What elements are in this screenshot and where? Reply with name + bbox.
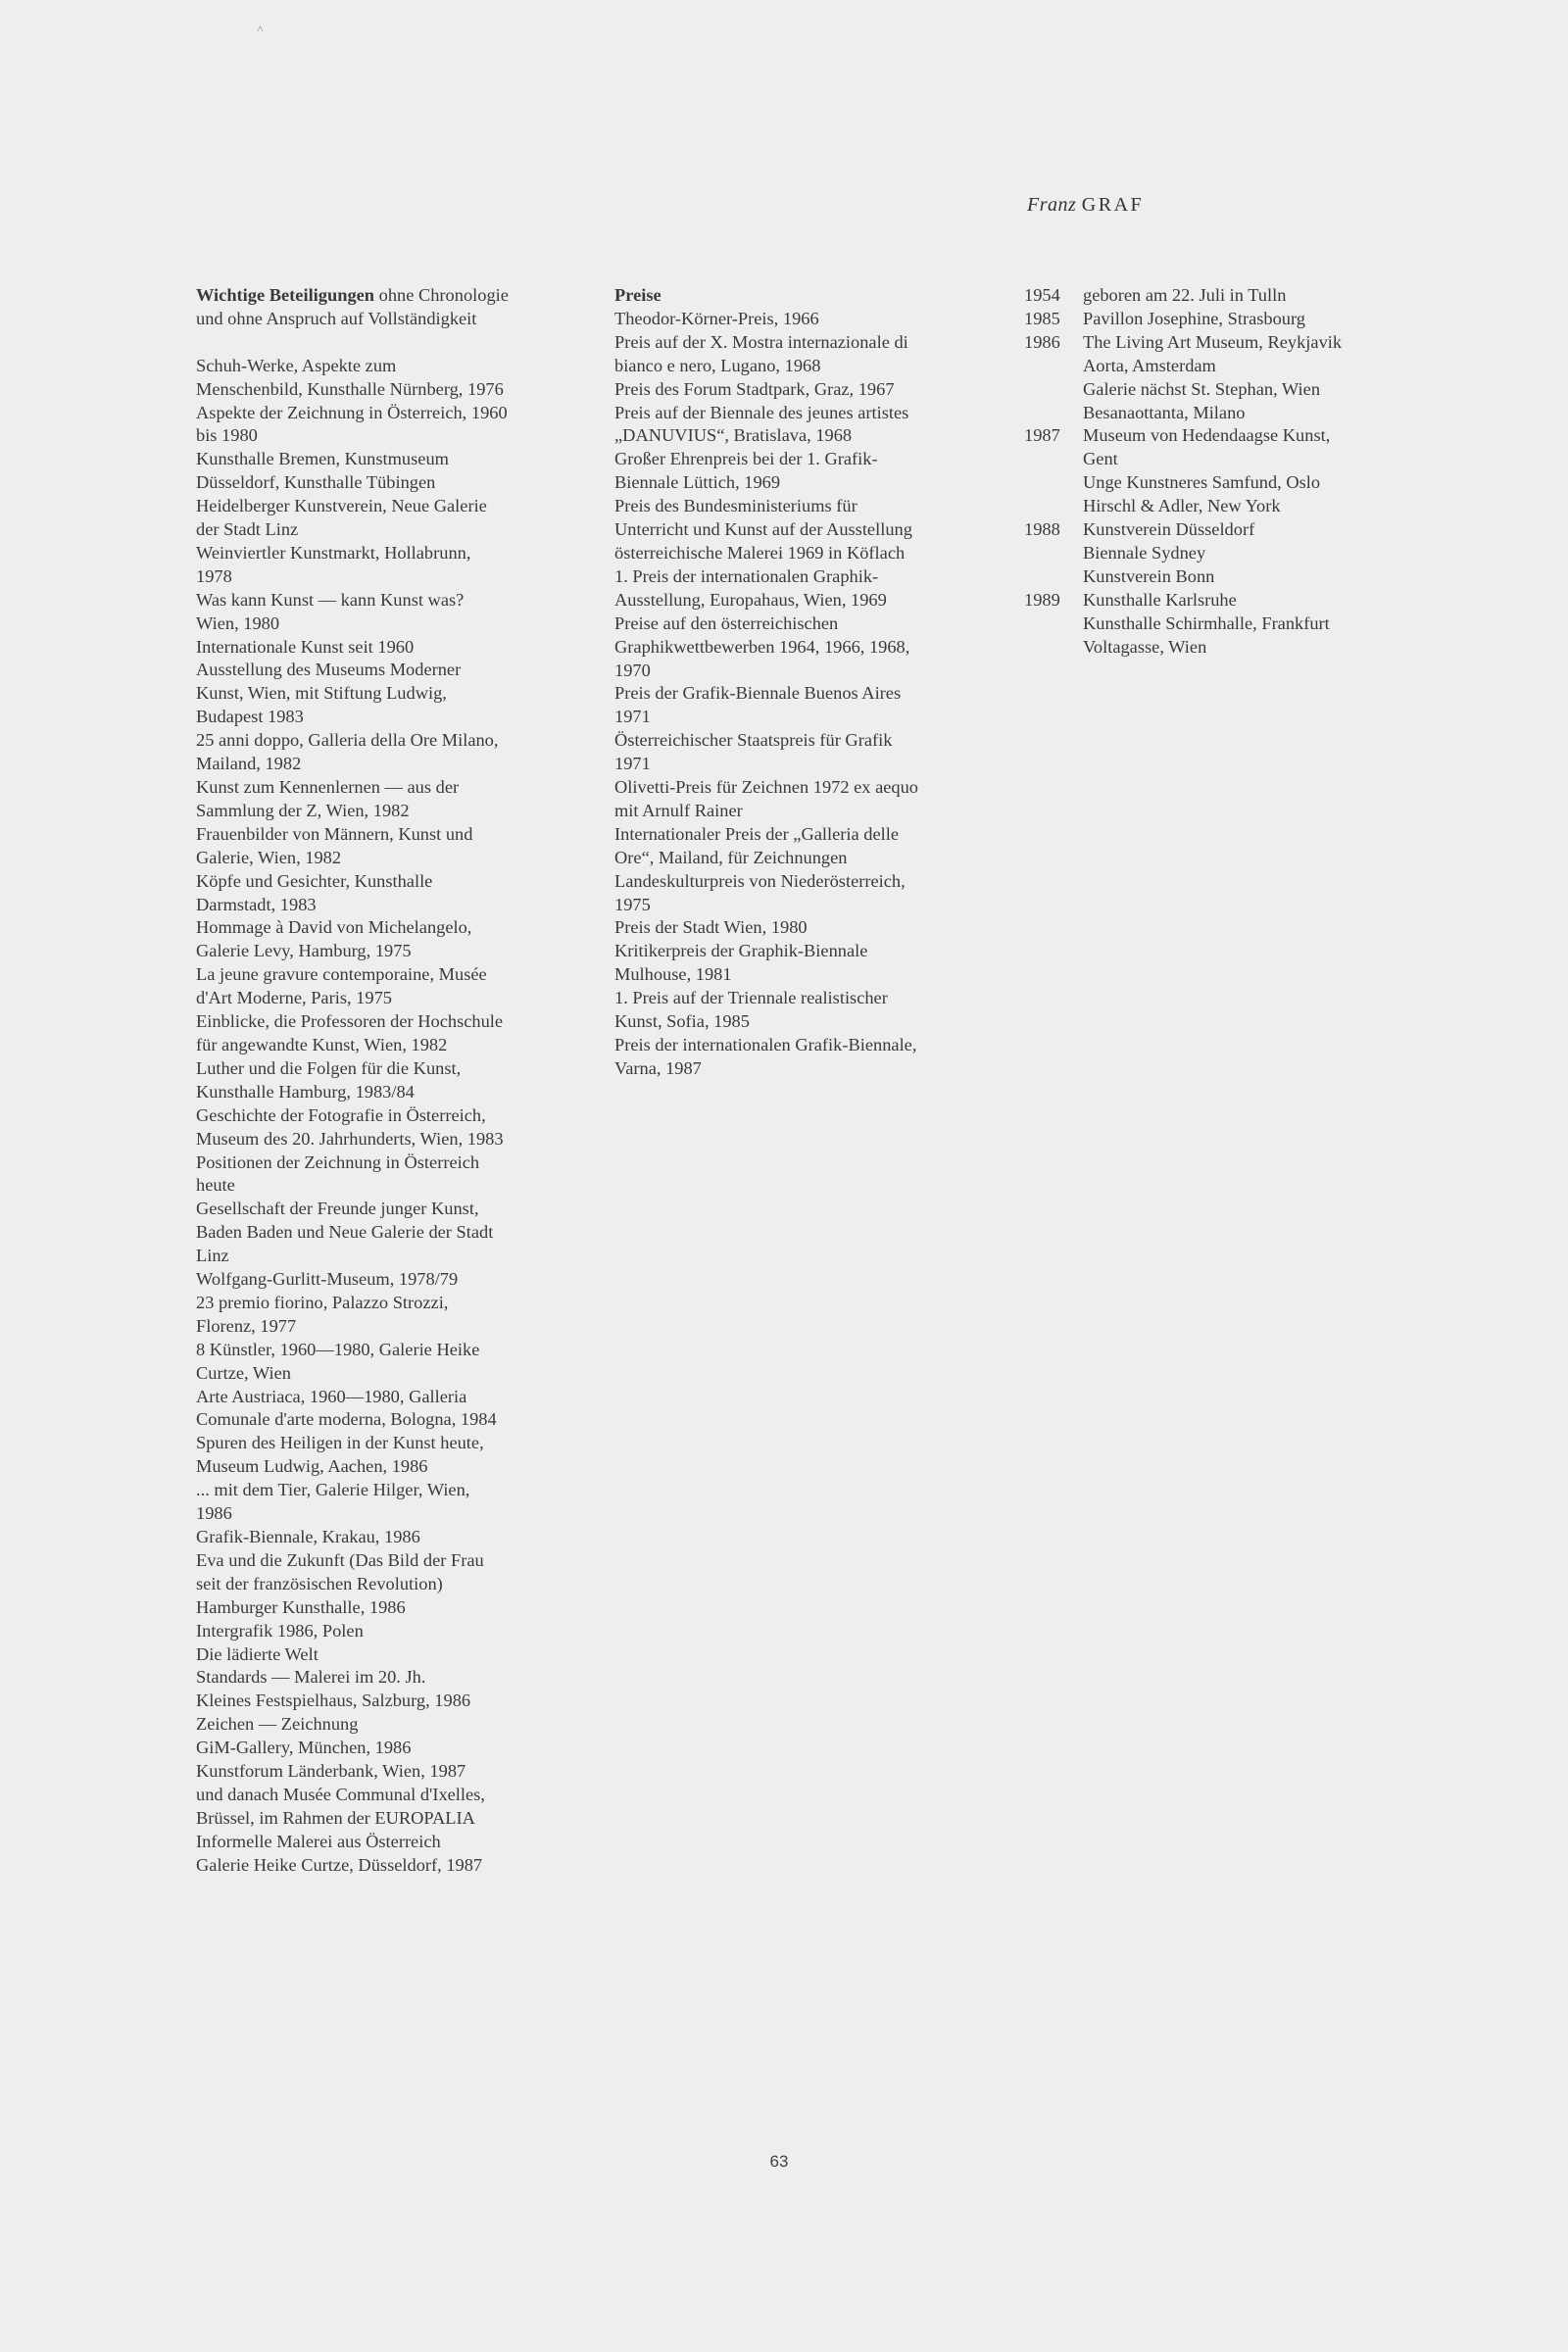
exhibition-line: Comunale d'arte moderna, Bologna, 1984 [196, 1409, 497, 1430]
biography-year [1024, 355, 1083, 378]
award-line: Preis der Stadt Wien, 1980 [614, 917, 808, 938]
exhibition-line: Galerie Levy, Hamburg, 1975 [196, 941, 412, 961]
award-line: Olivetti-Preis für Zeichnen 1972 ex aequo [614, 777, 918, 798]
exhibition-line: Menschenbild, Kunsthalle Nürnberg, 1976 [196, 378, 504, 399]
biography-entry: Gent [1083, 449, 1118, 469]
award-line: 1. Preis auf der Triennale realistischer [614, 988, 888, 1008]
exhibition-line: Galerie Heike Curtze, Düsseldorf, 1987 [196, 1854, 483, 1875]
spacer [196, 331, 578, 355]
page-header [1027, 194, 1144, 217]
exhibition-line: 1986 [196, 1503, 232, 1524]
award-line: Ore“, Mailand, für Zeichnungen [614, 847, 848, 867]
exhibition-line: seit der französischen Revolution) [196, 1573, 443, 1593]
biography-row [1024, 565, 1416, 589]
exhibition-line: Internationale Kunst seit 1960 [196, 636, 415, 657]
artist-first-name: Franz [1027, 194, 1077, 216]
awards-list [614, 308, 992, 1081]
exhibition-line: Positionen der Zeichnung in Österreich [196, 1152, 480, 1172]
award-line: österreichische Malerei 1969 in Köflach [614, 542, 906, 563]
biography-row [1024, 495, 1416, 518]
exhibition-line: der Stadt Linz [196, 519, 299, 540]
biography-year: 1988 [1024, 519, 1060, 540]
exhibition-line: La jeune gravure contemporaine, Musée [196, 964, 487, 985]
exhibition-line: Informelle Malerei aus Österreich [196, 1831, 441, 1851]
award-line: mit Arnulf Rainer [614, 800, 743, 820]
biography-entry: The Living Art Museum, Reykjavik [1083, 331, 1343, 352]
exhibition-line: Hamburger Kunsthalle, 1986 [196, 1596, 406, 1617]
exhibition-line: d'Art Moderne, Paris, 1975 [196, 988, 392, 1008]
exhibition-line: Kleines Festspielhaus, Salzburg, 1986 [196, 1690, 471, 1711]
award-line: 1971 [614, 707, 651, 727]
biography-year [1024, 636, 1083, 660]
page-number-text: 63 [769, 2152, 789, 2171]
exhibition-line: Einblicke, die Professoren der Hochschule [196, 1011, 504, 1032]
award-line: Ausstellung, Europahaus, Wien, 1969 [614, 589, 887, 610]
award-line: Graphikwettbewerben 1964, 1966, 1968, [614, 636, 910, 657]
award-line: Preis auf der Biennale des jeunes artistes [614, 402, 909, 422]
exhibition-line: Zeichen — Zeichnung [196, 1714, 359, 1735]
award-line: Mulhouse, 1981 [614, 964, 732, 985]
exhibition-line: Frauenbilder von Männern, Kunst und [196, 823, 473, 844]
exhibition-line: Geschichte der Fotografie in Österreich, [196, 1104, 486, 1125]
award-line: Österreichischer Staatspreis für Grafik [614, 730, 893, 751]
award-line: Biennale Lüttich, 1969 [614, 472, 781, 493]
exhibitions-list [196, 355, 578, 1878]
biography-year [1024, 402, 1083, 425]
exhibition-line: Köpfe und Gesichter, Kunsthalle [196, 870, 433, 891]
biography-year: 1985 [1024, 308, 1060, 328]
biography-row [1024, 448, 1416, 471]
exhibition-line: Wolfgang-Gurlitt-Museum, 1978/79 [196, 1269, 459, 1290]
exhibition-line: Museum Ludwig, Aachen, 1986 [196, 1456, 428, 1477]
exhibition-line: heute [196, 1175, 235, 1196]
biography-row [1024, 331, 1416, 355]
exhibition-line: Baden Baden und Neue Galerie der Stadt [196, 1222, 494, 1243]
award-line: Preis der Grafik-Biennale Buenos Aires [614, 683, 902, 704]
biography-entry: Kunsthalle Schirmhalle, Frankfurt [1083, 612, 1330, 633]
biography-row [1024, 308, 1416, 331]
biography-year [1024, 471, 1083, 495]
award-line: Preis des Bundesministeriums für [614, 496, 858, 516]
exhibition-line: Galerie, Wien, 1982 [196, 847, 342, 867]
award-line: Preis des Forum Stadtpark, Graz, 1967 [614, 378, 895, 399]
exhibition-line: für angewandte Kunst, Wien, 1982 [196, 1034, 448, 1054]
exhibition-line: und danach Musée Communal d'Ixelles, [196, 1784, 485, 1804]
exhibition-line: 23 premio fiorino, Palazzo Strozzi, [196, 1292, 449, 1312]
exhibition-line: Die lädierte Welt [196, 1643, 318, 1664]
biography-entry: Voltagasse, Wien [1083, 636, 1207, 657]
exhibition-line: Kunstforum Länderbank, Wien, 1987 [196, 1761, 466, 1782]
biography-entry: Unge Kunstneres Samfund, Oslo [1083, 472, 1321, 493]
exhibition-line: bis 1980 [196, 425, 258, 446]
exhibition-line: GiM-Gallery, München, 1986 [196, 1738, 412, 1758]
exhibition-line: Kunsthalle Hamburg, 1983/84 [196, 1081, 415, 1102]
award-line: bianco e nero, Lugano, 1968 [614, 355, 821, 375]
biography-entry: Kunstverein Düsseldorf [1083, 519, 1255, 540]
exhibitions-heading-rest: ohne Chronologie [374, 285, 509, 305]
artist-last-name: GRAF [1081, 194, 1145, 216]
exhibition-line: Aspekte der Zeichnung in Österreich, 1960 [196, 402, 508, 422]
stray-mark: ˄ [257, 22, 264, 35]
biography-year: 1986 [1024, 331, 1060, 352]
biography-entry: geboren am 22. Juli in Tulln [1083, 285, 1287, 305]
exhibition-line: Düsseldorf, Kunsthalle Tübingen [196, 472, 436, 493]
exhibition-line: Hommage à David von Michelangelo, [196, 917, 472, 938]
exhibition-line: Budapest 1983 [196, 707, 304, 727]
exhibition-line: Weinviertler Kunstmarkt, Hollabrunn, [196, 542, 471, 563]
biography-row [1024, 284, 1416, 308]
award-line: Unterricht und Kunst auf der Ausstellung [614, 519, 912, 540]
biography-entry: Biennale Sydney [1083, 542, 1206, 563]
exhibition-line: Grafik-Biennale, Krakau, 1986 [196, 1527, 420, 1547]
award-line: 1975 [614, 894, 651, 914]
biography-entry: Hirschl & Adler, New York [1083, 496, 1281, 516]
page-number [0, 2152, 1568, 2172]
exhibition-line: Mailand, 1982 [196, 754, 302, 774]
biography-year [1024, 378, 1083, 402]
exhibition-line: 1978 [196, 565, 232, 586]
awards-column [614, 284, 992, 1081]
exhibition-line: Museum des 20. Jahrhunderts, Wien, 1983 [196, 1128, 504, 1149]
exhibition-line: Standards — Malerei im 20. Jh. [196, 1667, 426, 1688]
exhibitions-heading-bold: Wichtige Beteiligungen [196, 285, 375, 305]
biography-year [1024, 495, 1083, 518]
exhibition-line: Gesellschaft der Freunde junger Kunst, [196, 1199, 479, 1219]
exhibition-line: Luther und die Folgen für die Kunst, [196, 1057, 462, 1078]
award-line: Varna, 1987 [614, 1057, 702, 1078]
exhibition-line: Spuren des Heiligen in der Kunst heute, [196, 1433, 484, 1453]
exhibition-line: Kunst, Wien, mit Stiftung Ludwig, [196, 683, 447, 704]
exhibition-line: Darmstadt, 1983 [196, 894, 317, 914]
biography-list [1024, 284, 1416, 660]
exhibition-line: Curtze, Wien [196, 1362, 291, 1383]
biography-year [1024, 542, 1083, 565]
biography-entry: Besanaottanta, Milano [1083, 402, 1246, 422]
award-line: 1970 [614, 660, 651, 680]
exhibitions-heading-line2: und ohne Anspruch auf Vollständigkeit [196, 308, 477, 328]
biography-year [1024, 565, 1083, 589]
biography-row [1024, 589, 1416, 612]
biography-year: 1987 [1024, 425, 1060, 446]
award-line: 1. Preis der internationalen Graphik- [614, 565, 879, 586]
award-line: Preis der internationalen Grafik-Biennale, [614, 1035, 917, 1054]
biography-row [1024, 402, 1416, 425]
exhibition-line: Heidelberger Kunstverein, Neue Galerie [196, 496, 487, 516]
biography-row [1024, 518, 1416, 542]
award-line: Kunst, Sofia, 1985 [614, 1011, 750, 1032]
biography-entry: Pavillon Josephine, Strasbourg [1083, 308, 1305, 328]
biography-row [1024, 471, 1416, 495]
biography-column [1024, 284, 1416, 660]
award-line: Kritikerpreis der Graphik-Biennale [614, 941, 868, 961]
award-line: „DANUVIUS“, Bratislava, 1968 [614, 425, 853, 446]
exhibition-line: Wien, 1980 [196, 612, 280, 633]
exhibition-line: Schuh-Werke, Aspekte zum [196, 355, 397, 375]
exhibition-line: Linz [196, 1246, 229, 1266]
exhibition-line: Sammlung der Z, Wien, 1982 [196, 800, 410, 820]
biography-year [1024, 448, 1083, 471]
exhibition-line: Kunsthalle Bremen, Kunstmuseum [196, 449, 449, 469]
award-line: Preise auf den österreichischen [614, 612, 839, 633]
biography-row [1024, 612, 1416, 636]
biography-row [1024, 355, 1416, 378]
award-line: Landeskulturpreis von Niederösterreich, [614, 870, 906, 891]
exhibition-line: Intergrafik 1986, Polen [196, 1620, 364, 1641]
exhibition-line: Kunst zum Kennenlernen — aus der [196, 777, 460, 798]
award-line: Großer Ehrenpreis bei der 1. Grafik- [614, 449, 878, 469]
biography-entry: Aorta, Amsterdam [1083, 355, 1216, 375]
exhibition-line: Brüssel, im Rahmen der EUROPALIA [196, 1807, 475, 1828]
exhibitions-heading [196, 284, 578, 308]
biography-entry: Kunsthalle Karlsruhe [1083, 589, 1237, 610]
exhibition-line: 8 Künstler, 1960—1980, Galerie Heike [196, 1339, 480, 1359]
exhibition-line: Florenz, 1977 [196, 1315, 297, 1336]
biography-row [1024, 636, 1416, 660]
award-line: 1971 [614, 754, 651, 774]
exhibition-line: 25 anni doppo, Galleria della Ore Milano, [196, 730, 499, 751]
biography-row [1024, 378, 1416, 402]
biography-year: 1954 [1024, 285, 1060, 305]
award-line: Preis auf der X. Mostra internazionale di [614, 331, 908, 352]
biography-entry: Museum von Hedendaagse Kunst, [1083, 425, 1331, 446]
exhibition-line: Eva und die Zukunft (Das Bild der Frau [196, 1549, 484, 1570]
award-line: Theodor-Körner-Preis, 1966 [614, 308, 819, 328]
exhibition-line: Arte Austriaca, 1960—1980, Galleria [196, 1386, 467, 1406]
biography-year [1024, 612, 1083, 636]
biography-entry: Kunstverein Bonn [1083, 565, 1215, 586]
exhibitions-column [196, 284, 578, 1878]
biography-row [1024, 424, 1416, 448]
biography-entry: Galerie nächst St. Stephan, Wien [1083, 378, 1321, 399]
exhibition-line: ... mit dem Tier, Galerie Hilger, Wien, [196, 1480, 470, 1500]
exhibition-line: Ausstellung des Museums Moderner [196, 660, 462, 680]
awards-heading: Preise [614, 285, 662, 305]
exhibition-line: Was kann Kunst — kann Kunst was? [196, 589, 465, 610]
award-line: Internationaler Preis der „Galleria delle [614, 823, 900, 844]
biography-year: 1989 [1024, 589, 1060, 610]
biography-row [1024, 542, 1416, 565]
